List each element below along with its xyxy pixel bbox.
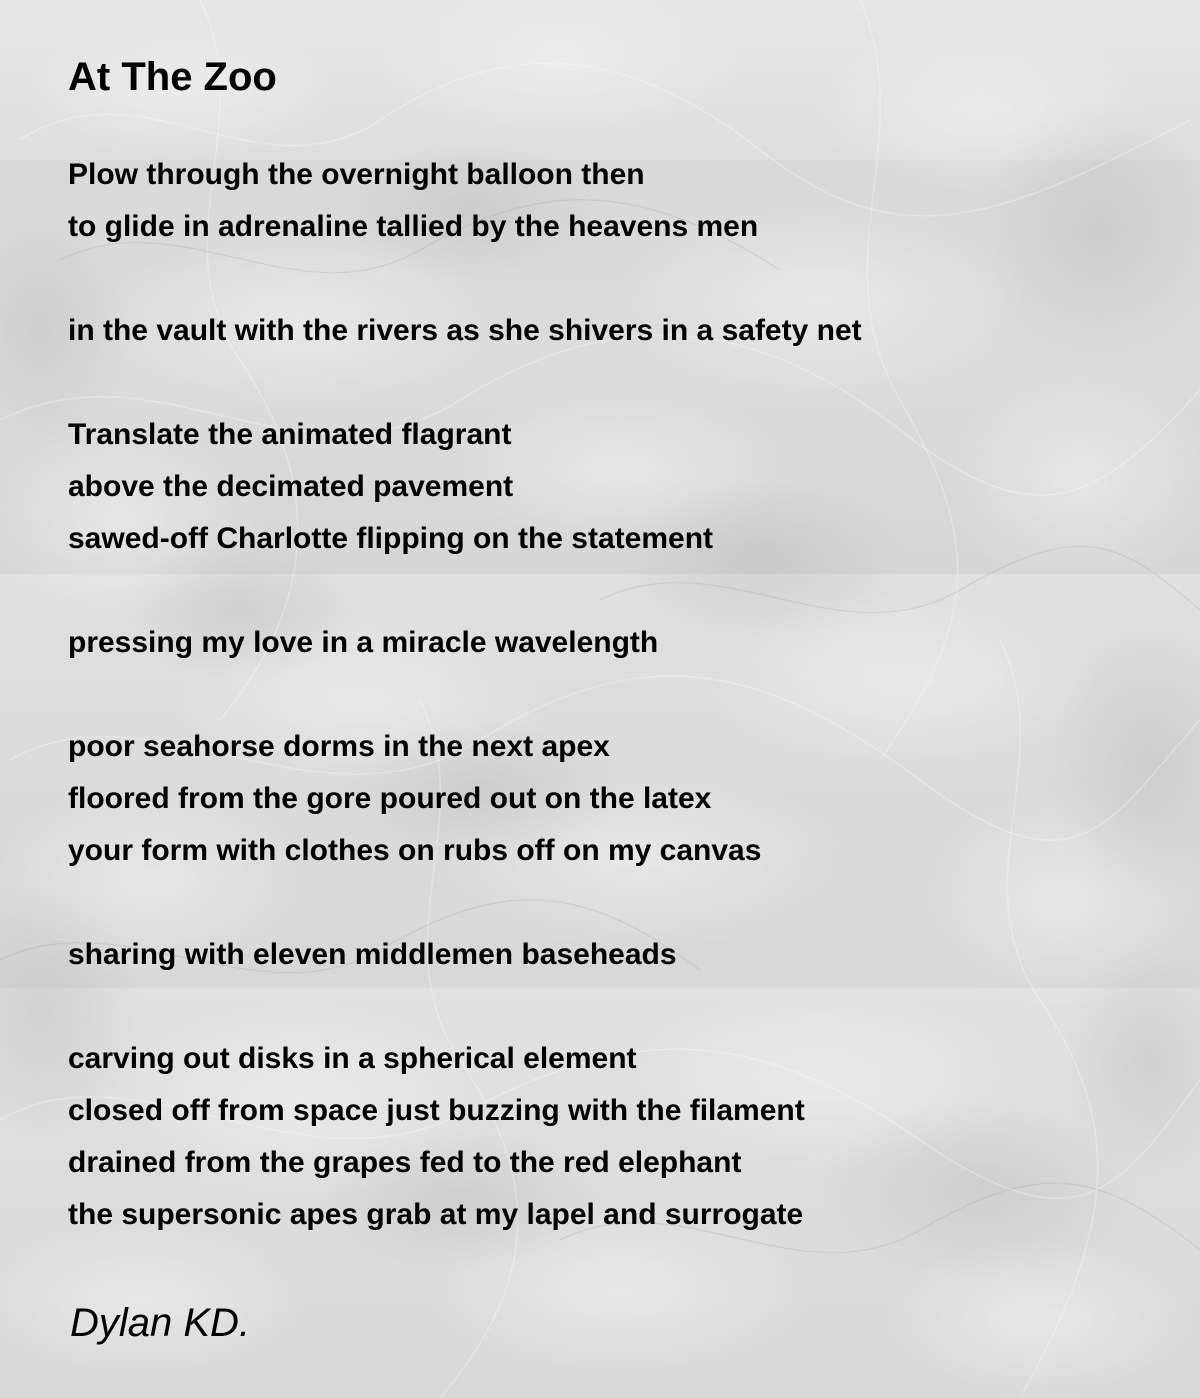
poem-line: Plow through the overnight balloon then <box>68 158 645 191</box>
stanza-break <box>68 669 1168 721</box>
poem-line: to glide in adrenaline tallied by the heavens men <box>68 210 759 243</box>
poem-author: Dylan KD. <box>70 1301 251 1345</box>
stanza-break <box>68 877 1168 929</box>
poem-line: sharing with eleven middlemen baseheads <box>68 938 677 971</box>
poem-line: drained from the grapes fed to the red elephant <box>68 1146 742 1179</box>
stanza-break <box>68 981 1168 1033</box>
stanza-break <box>68 565 1168 617</box>
stanza-break <box>68 357 1168 409</box>
poem-line: the supersonic apes grab at my lapel and surrogate <box>68 1198 804 1231</box>
poem-line: your form with clothes on rubs off on my canvas <box>68 834 762 867</box>
poem-title: At The Zoo <box>68 55 277 99</box>
poem-line: Translate the animated flagrant <box>68 418 512 451</box>
stanza-break <box>68 253 1168 305</box>
poem-line: carving out disks in a spherical element <box>68 1042 637 1075</box>
poem-line: pressing my love in a miracle wavelength <box>68 626 659 659</box>
poem-line: in the vault with the rivers as she shivers in a safety net <box>68 314 862 347</box>
poem-line: closed off from space just buzzing with the filament <box>68 1094 805 1127</box>
poem-line: sawed-off Charlotte flipping on the statement <box>68 522 714 555</box>
poem-line: poor seahorse dorms in the next apex <box>68 730 610 763</box>
poem-body <box>68 149 1168 1241</box>
poem-line: floored from the gore poured out on the latex <box>68 782 712 815</box>
poem-line: above the decimated pavement <box>68 470 514 503</box>
